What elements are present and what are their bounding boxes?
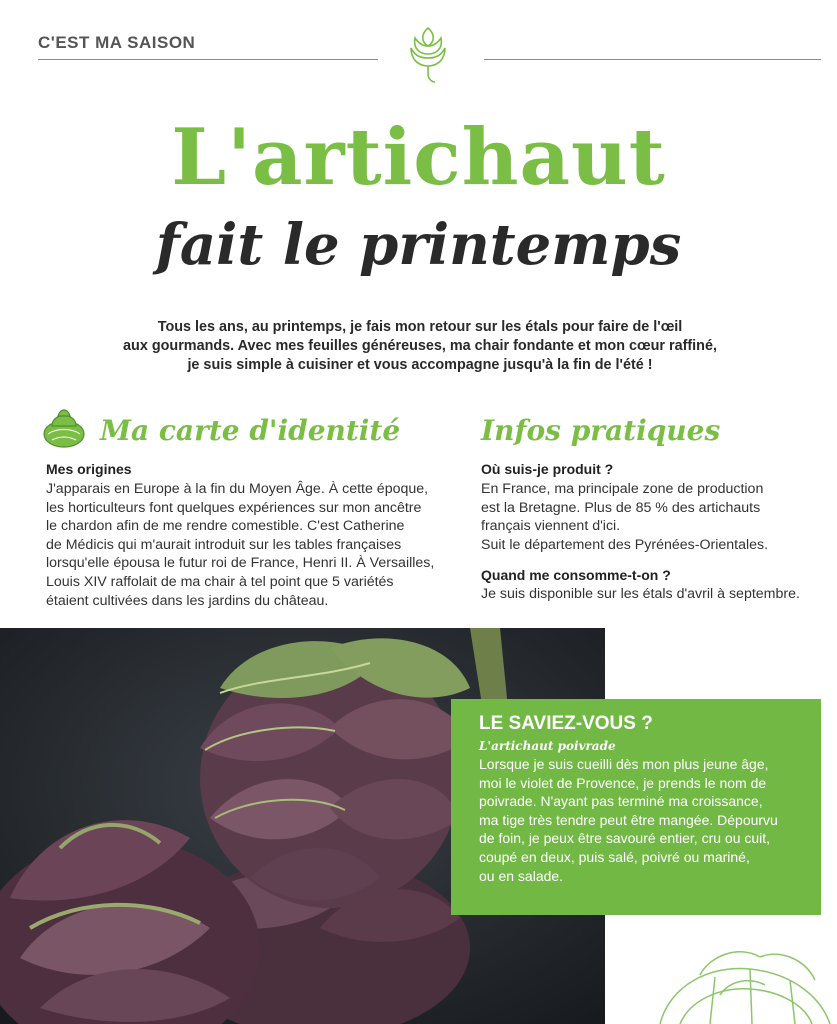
identity-line: lorsqu'elle épousa le futur roi de France, Henri II. À Versailles, — [46, 555, 435, 572]
infos-line: En France, ma principale zone de production — [481, 481, 764, 497]
identity-line: de Médicis qui m'aurait introduit sur les tables françaises — [46, 536, 402, 553]
identity-line: le chardon afin de me rendre comestible. C'est Catherine — [46, 518, 405, 535]
page-subtitle: fait le printemps — [155, 212, 682, 278]
artichoke-sketch-icon — [640, 935, 837, 1024]
did-you-know-subtitle: L'artichaut poivrade — [479, 739, 616, 753]
infos-answer-2: Je suis disponible sur les étals d'avril à septembre. — [481, 586, 800, 602]
infos-line: français viennent d'ici. — [481, 518, 621, 535]
identity-text — [46, 480, 466, 610]
header-rule-right — [484, 59, 821, 60]
section-label: C'EST MA SAISON — [38, 33, 196, 52]
did-you-know-line: de foin, je peux être savouré entier, cru ou cuit, — [479, 830, 771, 847]
did-you-know-line: Lorsque je suis cueilli dès mon plus jeune âge, — [479, 756, 769, 772]
identity-heading: Ma carte d'identité — [100, 414, 401, 447]
did-you-know-line: ma tige très tendre peut être mangée. Dépourvu — [479, 811, 778, 828]
did-you-know-box — [451, 699, 821, 915]
header-rule-left — [38, 59, 378, 60]
did-you-know-line: ou en salade. — [479, 867, 564, 884]
did-you-know-line: moi le violet de Provence, je prends le nom de — [479, 774, 767, 791]
identity-subheading: Mes origines — [46, 461, 132, 477]
infos-line: est la Bretagne. Plus de 85 % des artichauts — [481, 499, 761, 516]
infos-heading: Infos pratiques — [481, 414, 721, 447]
infos-question-1: Où suis-je produit ? — [481, 461, 614, 477]
infos-line: Suit le département des Pyrénées-Orientales. — [481, 536, 769, 553]
page-title: L'artichaut — [171, 112, 666, 203]
did-you-know-line: coupé en deux, puis salé, poivré ou mariné, — [479, 848, 750, 865]
intro-paragraph — [60, 318, 780, 375]
artichoke-illustration-icon — [38, 404, 90, 450]
infos-answer-1 — [481, 480, 821, 554]
identity-line: J'apparais en Europe à la fin du Moyen Âge. À cette époque, — [46, 481, 429, 497]
identity-line: étaient cultivées dans les jardins du château. — [46, 592, 329, 609]
did-you-know-line: poivrade. N'ayant pas terminé ma croissance, — [479, 793, 763, 810]
intro-line: je suis simple à cuisiner et vous accompagne jusqu'à la fin de l'été ! — [187, 357, 653, 373]
did-you-know-title: LE SAVIEZ-VOUS ? — [479, 713, 653, 734]
infos-question-2: Quand me consomme-t-on ? — [481, 567, 671, 583]
did-you-know-text — [479, 755, 805, 885]
intro-line: aux gourmands. Avec mes feuilles généreuses, ma chair fondante et mon cœur raffiné, — [123, 338, 717, 354]
artichoke-icon — [403, 24, 453, 86]
identity-line: Louis XIV raffolait de ma chair à tel point que 5 variétés — [46, 573, 394, 590]
intro-line: Tous les ans, au printemps, je fais mon retour sur les étals pour faire de l'œil — [157, 319, 683, 335]
identity-line: les horticulteurs font quelques expériences sur mon ancêtre — [46, 499, 422, 516]
